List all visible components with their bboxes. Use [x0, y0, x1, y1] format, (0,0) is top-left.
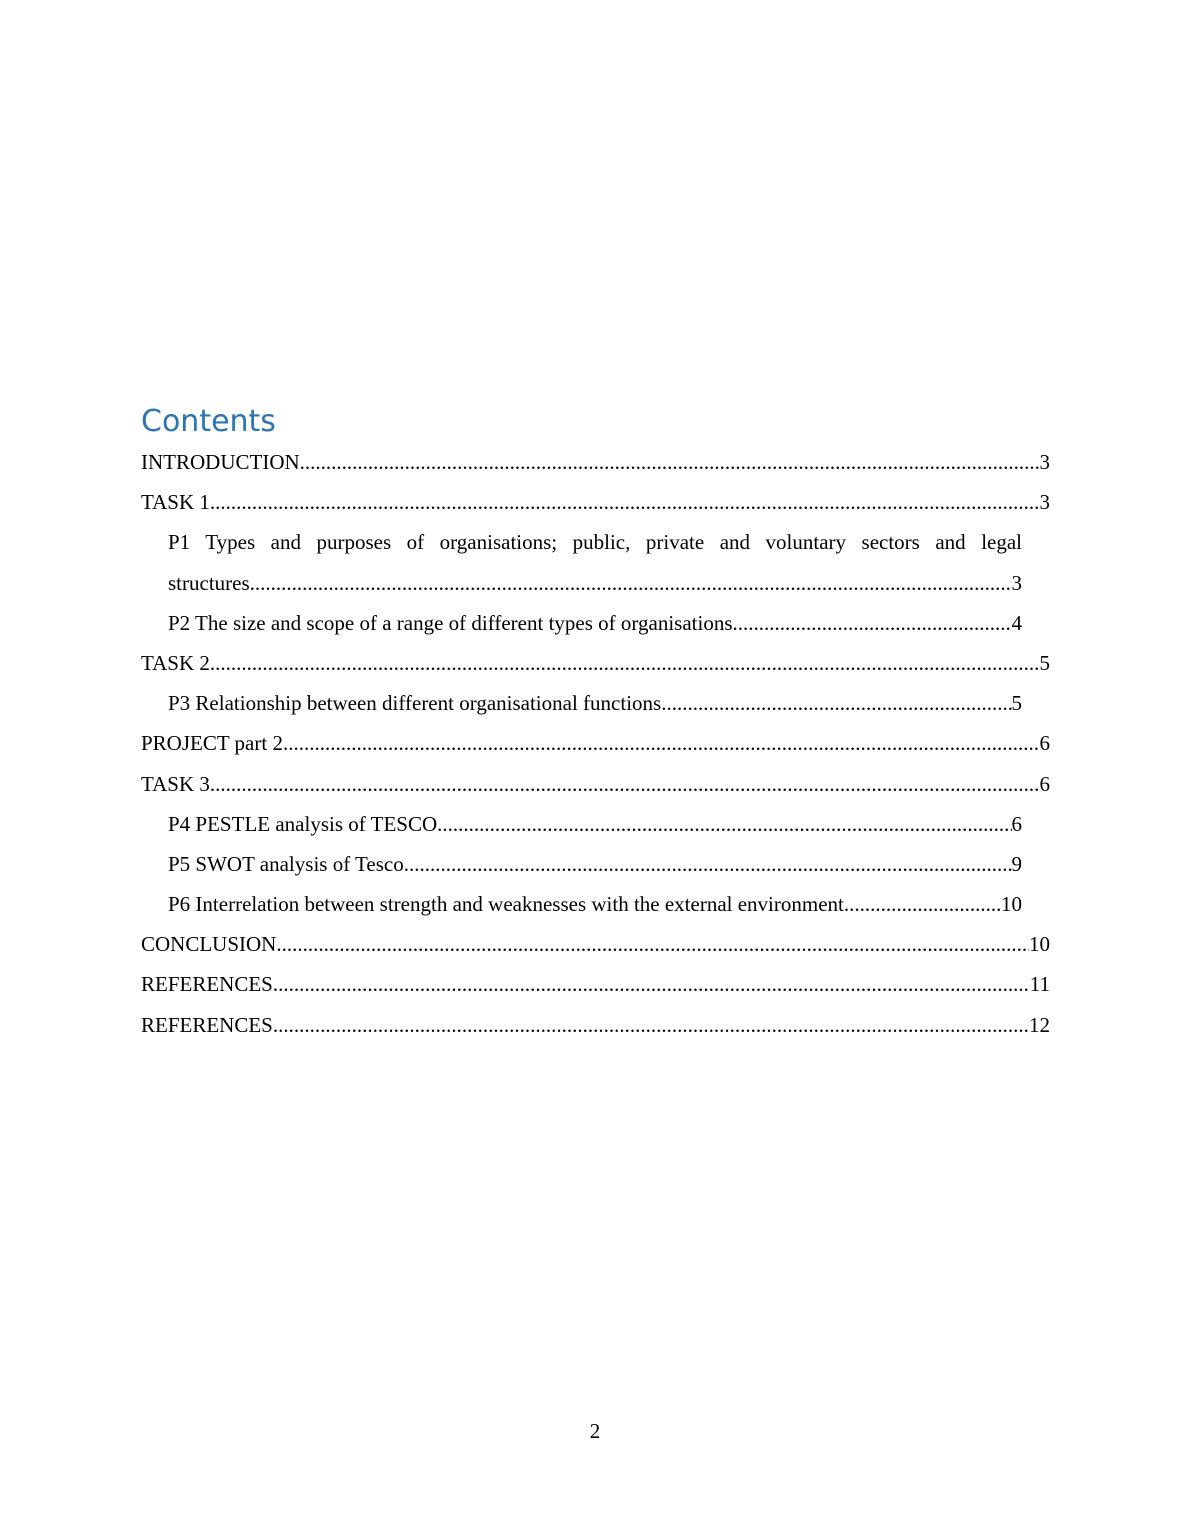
toc-entry-page: 6: [1011, 811, 1022, 836]
table-of-contents: [141, 402, 1050, 1045]
dot-leader: [210, 482, 1040, 522]
toc-entry-page: 10: [1001, 892, 1022, 917]
toc-entry-task-1[interactable]: [141, 482, 1050, 522]
dot-leader: [283, 723, 1040, 763]
toc-entry-p2[interactable]: [141, 603, 1050, 643]
toc-entry-page: 6: [1039, 771, 1050, 796]
toc-entry-page: 10: [1029, 932, 1050, 957]
dot-leader: [404, 844, 1012, 884]
toc-entry-label: TASK 1: [141, 490, 210, 515]
toc-entry-page: 5: [1011, 691, 1022, 716]
dot-leader: [250, 563, 1012, 603]
toc-entry-label: P3 Relationship between different organisational functions: [168, 691, 662, 716]
toc-entry-page: 12: [1029, 1012, 1050, 1037]
dot-leader: [661, 683, 1011, 723]
dot-leader: [210, 764, 1040, 804]
toc-entry-label: INTRODUCTION: [141, 450, 300, 474]
toc-entry-label: P6 Interrelation between strength and weaknesses with the external environment: [168, 892, 844, 917]
toc-entry-p1[interactable]: [141, 522, 1050, 602]
dot-leader: [276, 924, 1029, 964]
toc-entry-p5[interactable]: [141, 844, 1050, 884]
dot-leader: [300, 442, 1040, 482]
dot-leader: [210, 643, 1040, 683]
toc-entry-label: P5 SWOT analysis of Tesco: [168, 851, 404, 876]
toc-entry-label: P2 The size and scope of a range of different types of organisations: [168, 610, 733, 635]
toc-entry-references[interactable]: [141, 964, 1050, 1004]
toc-entry-label: REFERENCES: [141, 1012, 273, 1037]
toc-entry-page: 9: [1011, 851, 1022, 876]
toc-entry-page: 3: [1039, 450, 1050, 474]
dot-leader: [273, 964, 1030, 1004]
toc-entry-label: TASK 2: [141, 650, 210, 675]
toc-entry-page: 5: [1039, 650, 1050, 675]
toc-entry-label: TASK 3: [141, 771, 210, 796]
toc-entry-references-2[interactable]: [141, 1005, 1050, 1045]
toc-entry-label: P1 Types and purposes of organisations; public, private and voluntary sectors and legal: [168, 530, 1022, 555]
toc-entry-project-part-2[interactable]: [141, 723, 1050, 763]
toc-entry-continuation: [168, 563, 1022, 603]
toc-entry-p3[interactable]: [141, 683, 1050, 723]
toc-entry-p6[interactable]: [141, 884, 1050, 924]
toc-list: [141, 442, 1050, 1045]
toc-entry-introduction[interactable]: [141, 442, 1050, 482]
dot-leader: [437, 804, 1011, 844]
toc-entry-label: P4 PESTLE analysis of TESCO: [168, 811, 438, 836]
toc-entry-page: 3: [1011, 570, 1022, 595]
toc-entry-page: 3: [1039, 490, 1050, 515]
dot-leader: [273, 1005, 1029, 1045]
toc-entry-page: 4: [1011, 610, 1022, 635]
dot-leader: [844, 884, 1001, 924]
dot-leader: [733, 603, 1012, 643]
toc-entry-conclusion[interactable]: [141, 924, 1050, 964]
toc-entry-task-2[interactable]: [141, 643, 1050, 683]
toc-entry-label: REFERENCES: [141, 972, 273, 997]
toc-entry-page: 6: [1039, 731, 1050, 756]
contents-heading: Contents: [141, 404, 276, 439]
toc-entry-label-continued: structures: [168, 570, 250, 595]
toc-entry-page: 11: [1029, 972, 1050, 997]
toc-entry-label: CONCLUSION: [141, 932, 277, 957]
toc-entry-label: PROJECT part 2: [141, 731, 283, 756]
toc-entry-task-3[interactable]: [141, 764, 1050, 804]
toc-entry-p4[interactable]: [141, 804, 1050, 844]
page-number: 2: [589, 1419, 601, 1443]
